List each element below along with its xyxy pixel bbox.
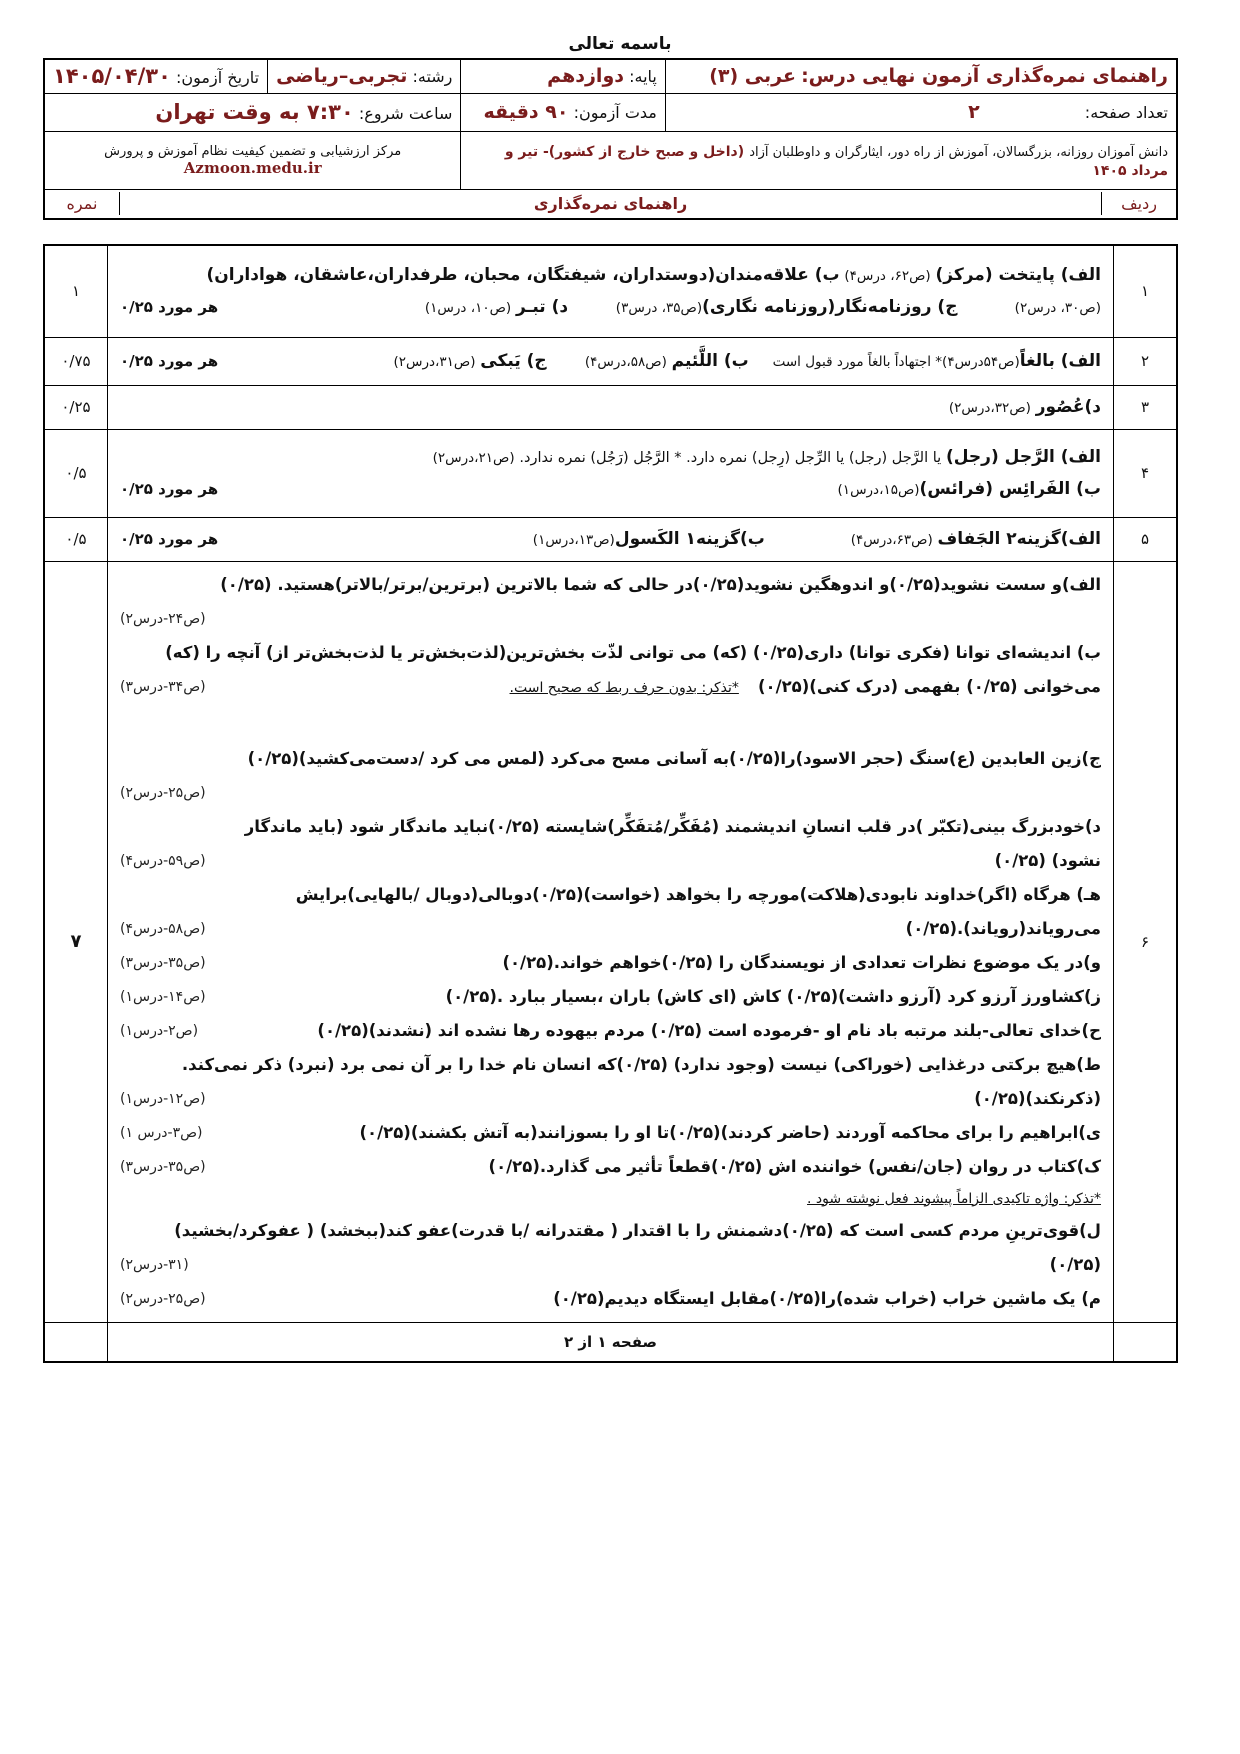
answer-cell xyxy=(108,385,1114,429)
q6-ta-line2: (ذکرنکند)(۰/۲۵) xyxy=(974,1089,1101,1108)
q6-jim: ج)زین العابدین (ع)سنگ (حجر الاسود)را(۰/۲۵)به آسانی مسح می‌کرد (لمس می کرد /دست‌می‌کشید)(۰/۲۵) xyxy=(247,749,1101,768)
score-cell: ۱ xyxy=(44,245,108,337)
columns-header-cell xyxy=(44,189,1177,219)
pages-cell xyxy=(665,93,1177,131)
duration-label: مدت آزمون: xyxy=(573,103,657,122)
question-row-6 xyxy=(44,561,1177,1322)
grade-value: دوازدهم xyxy=(547,65,625,88)
answer-cell xyxy=(108,517,1114,561)
q6-lam-line1: ل)قوی‌ترینِ مردم کسی است که (۰/۲۵)دشمنش را با اقتدار ( مقتدرانه /با قدرت)عفو کند(ببخشد) ( عفوکرد/بخشید) xyxy=(174,1221,1101,1240)
start-label: ساعت شروع: xyxy=(358,104,453,123)
row-number: ۲ xyxy=(1114,337,1178,385)
row-number: ۱ xyxy=(1114,245,1178,337)
q6-kaf-ref: (ص۳۵-درس۳) xyxy=(120,1158,206,1175)
q1-a: الف) پایتخت (مرکز) xyxy=(935,265,1101,286)
q6-dal-ref: (ص۵۹-درس۴) xyxy=(120,852,206,869)
q6-he-ref: (ص۵۸-درس۴) xyxy=(120,920,206,937)
q6-alef-ref: (ص۲۴-درس۲) xyxy=(120,610,206,627)
footer-row xyxy=(44,1322,1177,1362)
q1-d: د) تبـر xyxy=(515,297,569,318)
start-value: ۷:۳۰ به وقت تهران xyxy=(155,100,354,124)
columns-header xyxy=(45,192,1176,215)
field-cell xyxy=(268,59,461,93)
q2-b: ب) اللَّئیم xyxy=(671,351,749,371)
col-guide-label: راهنمای نمره‌گذاری xyxy=(533,194,688,214)
row-number: ۴ xyxy=(1114,429,1178,517)
question-row-2 xyxy=(44,337,1177,385)
footer-empty-cell xyxy=(44,1322,108,1362)
row-number: ۵ xyxy=(1114,517,1178,561)
q6-be-line1: ب) اندیشه‌ای توانا (فکری توانا) داری(۰/۲۵) (که) می توانی لذّت بخش‌ترین(لذت‌بخش‌تر یا لذت‌بخش‌تر از) آنچه را (که) xyxy=(165,643,1101,662)
q2-b-ref: (ص۵۸،درس۴) xyxy=(584,354,667,370)
q5-a: الف)گزینه۲ الجَفاف xyxy=(937,529,1101,549)
session-text: (داخل و صبح خارج از کشور)- تیر و مرداد ۱۴۰۵ xyxy=(504,144,1168,179)
q6-kaf: ک)کتاب در روان (جان/نفس) خواننده اش (۰/۲۵)قطعاً تأثیر می گذارد.(۰/۲۵) xyxy=(488,1157,1101,1176)
website-link[interactable]: Azmoon.medu.ir xyxy=(183,158,322,177)
center-cell xyxy=(44,131,461,189)
q6-vav: و)در یک موضوع نظرات تعدادی از نویسندگان را (۰/۲۵)خواهم خواند.(۰/۲۵) xyxy=(502,953,1101,972)
q6-mim: م) یک ماشین خراب (خراب شده)را(۰/۲۵)مقابل ایستگاه دیدیم(۰/۲۵) xyxy=(553,1289,1101,1308)
q6-be-ref: (ص۳۴-درس۳) xyxy=(120,678,206,695)
q1-a-ref: (ص۶۲، درس۴) xyxy=(844,268,931,285)
q2-c-ref: (ص۳۱،درس۲) xyxy=(393,354,476,370)
q4-b: ب) الفَرائِس (فرائس) xyxy=(919,479,1101,499)
q5-b-ref: (ص۱۳،درس۱) xyxy=(532,532,615,548)
q4-a: الف) الرَّجل (رجل) xyxy=(945,447,1101,467)
q4-a-ref: (ص۲۱،درس۲) xyxy=(432,450,515,466)
answer-cell xyxy=(108,245,1114,337)
q1-c-ref: (ص۳۵، درس۳) xyxy=(615,300,703,317)
q6-dal-line2: نشود) (۰/۲۵) xyxy=(994,851,1101,870)
q4-a-note: یا الرَّجل (رجل) یا الرِّجل (رِجل) نمره دارد. * الرَّجُل (رَجُل) نمره ندارد. xyxy=(519,450,942,466)
question-row-1 xyxy=(44,245,1177,337)
q6-dal-line1: د)خودبزرگ بینی(تکبّر )در قلب انسانِ اندیشمند (مُفَکِّر/مُتفَکِّر)شایسته (۰/۲۵)نباید ماندگار شود (باید ماندگار xyxy=(244,817,1101,836)
q1-b: ب) علاقه‌مندان(دوستداران، شیفتگان، محبان، طرفداران،عاشقان، هواداران) xyxy=(206,265,840,286)
q2-a: الف) بالغاً xyxy=(1019,351,1101,371)
row-number: ۳ xyxy=(1114,385,1178,429)
date-cell xyxy=(44,59,268,93)
pages-value: ۲ xyxy=(968,101,980,123)
q6-jim-ref: (ص۲۵-درس۲) xyxy=(120,784,206,801)
q5-a-ref: (ص۶۳،درس۴) xyxy=(850,532,933,548)
q1-c: ج) روزنامه‌نگار(روزنامه نگاری) xyxy=(702,297,958,318)
col-row-label: ردیف xyxy=(1102,192,1177,215)
grade-cell xyxy=(461,59,665,93)
answer-cell xyxy=(108,429,1114,517)
q6-kaf-note: *تذکر: واژه تاکیدی الزاماً پیشوند فعل نوشته شود . xyxy=(807,1190,1101,1207)
q6-mim-ref: (ص۲۵-درس۲) xyxy=(120,1290,206,1307)
q1-b-ref: (ص۳۰، درس۲) xyxy=(1014,300,1101,317)
question-row-5 xyxy=(44,517,1177,561)
q2-each: هر مورد ۰/۲۵ xyxy=(120,352,219,370)
question-row-3 xyxy=(44,385,1177,429)
date-value: ۱۴۰۵/۰۴/۳۰ xyxy=(53,64,171,89)
q6-ta-ref: (ص۱۲-درس۱) xyxy=(120,1090,206,1107)
footer-empty-cell xyxy=(1114,1322,1178,1362)
score-cell: ۰/۵ xyxy=(44,429,108,517)
answers-table xyxy=(43,244,1178,1363)
score-cell: ۰/۲۵ xyxy=(44,385,108,429)
q1-d-ref: (ص۱۰، درس۱) xyxy=(424,300,512,317)
q6-alef: الف)و سست نشوید(۰/۲۵)و اندوهگین نشوید(۰/۲۵)در حالی که شما بالاترین (برترین/برتر/بالاتر)هستید. (۰/۲۵) xyxy=(220,575,1101,594)
q6-be-line2: می‌خوانی (۰/۲۵) بفهمی (درک کنی)(۰/۲۵) xyxy=(757,677,1101,696)
q5-b: ب)گزینه۱ الکَسول xyxy=(614,529,765,549)
grade-label: پایه: xyxy=(629,67,657,87)
students-cell xyxy=(461,131,1177,189)
score-cell: ۰/۷۵ xyxy=(44,337,108,385)
start-cell xyxy=(44,93,461,131)
page-number: صفحه ۱ از ۲ xyxy=(108,1322,1114,1362)
students-text: دانش آموزان روزانه، بزرگسالان، آموزش از راه دور، ایثارگران و داوطلبان آزاد xyxy=(749,145,1168,160)
q6-heh: ح)خدای تعالی-بلند مرتبه باد نام او -فرموده است (۰/۲۵) مردم بیهوده رها نشده اند (نشدند)(۰/۲۵) xyxy=(317,1021,1101,1040)
q6-ye-ref: (ص۳-درس ۱) xyxy=(120,1124,203,1141)
q2-a-ref: (ص۵۴درس۴)* اجتهاداً بالغاً مورد قبول است xyxy=(772,354,1020,370)
q3-d-ref: (ص۳۲،درس۲) xyxy=(948,400,1031,416)
q4-each: هر مورد ۰/۲۵ xyxy=(120,480,219,498)
pages-label: تعداد صفحه: xyxy=(1084,103,1168,122)
q6-be-note: *تذکر: بدون حرف ربط که صحیح است. xyxy=(509,680,739,696)
course-cell xyxy=(665,59,1177,93)
top-title: باسمه تعالی xyxy=(568,34,672,54)
q5-each: هر مورد ۰/۲۵ xyxy=(120,530,219,548)
q1-each: هر مورد ۰/۲۵ xyxy=(120,298,219,317)
duration-cell xyxy=(461,93,665,131)
q6-ye: ی)ابراهیم را برای محاکمه آوردند (حاضر کردند)(۰/۲۵)تا او را بسوزانند(به آتش بکشند)(۰/۲۵) xyxy=(359,1123,1101,1142)
q6-ta-line1: ط)هیچ برکتی درغذایی (خوراکی) نیست (وجود ندارد) (۰/۲۵)که انسان نام خدا را بر آن نمی برد (نبرد) ذکر نمی‌کند. xyxy=(181,1055,1101,1074)
answer-cell xyxy=(108,561,1114,1322)
row-number: ۶ xyxy=(1114,561,1178,1322)
field-value: تجربی–ریاضی xyxy=(276,65,408,88)
q6-ze: ز)کشاورز آرزو کرد (آرزو داشت)(۰/۲۵) کاش (ای کاش) باران ،بسیار ببارد .(۰/۲۵) xyxy=(445,987,1101,1006)
q2-c: ج) یَبکی xyxy=(480,351,547,371)
field-label: رشته: xyxy=(412,67,453,87)
guide-label: راهنمای نمره‌گذاری آزمون نهایی درس: xyxy=(801,65,1168,88)
q6-heh-ref: (ص۲-درس۱) xyxy=(120,1022,199,1039)
q3-d: د)عُصُور xyxy=(1035,397,1101,417)
answer-cell xyxy=(108,337,1114,385)
col-score-label: نمره xyxy=(45,192,120,215)
question-row-4 xyxy=(44,429,1177,517)
center-name: مرکز ارزشیابی و تضمین کیفیت نظام آموزش و پرورش xyxy=(104,143,402,159)
q6-he-line2: می‌رویاند(رویاند).(۰/۲۵) xyxy=(905,919,1101,938)
duration-value: ۹۰ دقیقه xyxy=(483,101,569,123)
q6-ze-ref: (ص۱۴-درس۱) xyxy=(120,988,206,1005)
course-name: عربی (۳) xyxy=(709,65,796,88)
q6-vav-ref: (ص۳۵-درس۳) xyxy=(120,954,206,971)
score-cell: ۷ xyxy=(44,561,108,1322)
q6-lam-ref: (۳۱-درس۲) xyxy=(120,1256,189,1273)
header-table xyxy=(43,58,1178,220)
date-label: تاریخ آزمون: xyxy=(176,68,260,88)
score-cell: ۰/۵ xyxy=(44,517,108,561)
q6-lam-line2: (۰/۲۵) xyxy=(1049,1255,1101,1274)
q4-b-ref: (ص۱۵،درس۱) xyxy=(837,482,920,498)
q6-he-line1: هـ) هرگاه (اگر)خداوند نابودی(هلاکت)مورچه را بخواهد (خواست)(۰/۲۵)دوبالی(دوبال /بالهایی)برایش xyxy=(295,885,1101,904)
